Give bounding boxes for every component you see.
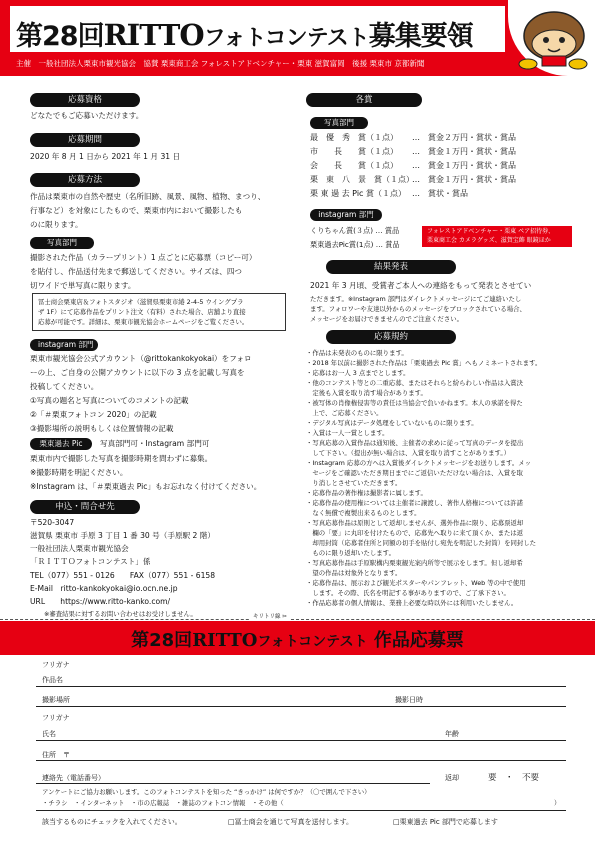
survey-divider xyxy=(36,810,566,811)
survey-options[interactable]: ・チラシ ・インターネット ・市の広報誌 ・雑誌のフォトコン情報 ・その他（ xyxy=(42,799,284,807)
title-suffix: 募集要領 xyxy=(368,21,473,52)
rule-line: 上で、ご応募ください。 xyxy=(306,409,383,417)
survey-question: アンケートにご協力お願いします。このフォトコンテストを知った “きっかけ” は何ですか？（〇で囲んで下さい） xyxy=(42,788,371,796)
contact-phone: TEL（077）551 - 0126 FAX（077）551 - 6158 xyxy=(30,571,216,580)
rule-line: ・写真応募作品は原則として返却しませんが、選外作品に限り、応募票返却 xyxy=(306,519,524,527)
note-line: 冨士商会栗東店＆フォトスタジオ（滋賀県栗東市綣 2-4-5 ウイングプラ xyxy=(38,298,244,306)
chestnut-mascot-icon xyxy=(512,4,592,74)
work-name-label: 作品名 xyxy=(42,676,63,684)
check-fujishokai[interactable]: □冨士商会を通じて写真を送付します。 xyxy=(228,818,354,826)
award-name: 栗 東 過 去 Pic 賞（１点） xyxy=(310,189,406,198)
instagram-line: ③撮影場所の説明もしくは位置情報の記載 xyxy=(30,424,174,433)
rules-label: 応募規約 xyxy=(326,330,456,344)
note-line: 応募が可能です。詳細は、栗東市観光協会ホームページをご覧ください。 xyxy=(38,318,249,326)
results-line: メッセージをお届けできませんのでご注意ください。 xyxy=(310,315,463,323)
furigana2-label: フリガナ xyxy=(42,714,70,722)
past-pic-note: 写真部門可・Instagram 部門可 xyxy=(100,439,210,448)
rule-line: ものに限り返却いたします。 xyxy=(306,549,395,557)
rule-line: ・他のコンテスト等との二重応募、またはそれらと紛らわしい作品は入賞決 xyxy=(306,379,524,387)
contact-line: 一般社団法人栗東市観光協会 xyxy=(30,544,129,553)
title-prefix: 第28回 xyxy=(16,21,104,52)
period-label: 応募期間 xyxy=(30,133,140,147)
rule-line: します。その際、氏名を明記する事がありますので、ご了承下さい。 xyxy=(306,589,510,597)
survey-close: ） xyxy=(554,799,561,807)
return-options[interactable]: 要 ・ 不要 xyxy=(488,773,540,783)
check-past-pic[interactable]: □栗東過去 Pic 部門で応募します xyxy=(393,818,498,826)
past-pic-label: 栗東過去 Pic xyxy=(30,438,92,450)
insta-award: 栗東過去Pic賞(1点) … 賞品 xyxy=(310,240,400,249)
rule-line: ・入賞は一人一賞とします。 xyxy=(306,429,389,437)
results-line: 2021 年 3 月頃、受賞者ご本人への連絡をもって発表とさせてい xyxy=(310,281,532,290)
contact-email[interactable]: E-Mail ritto-kankokyokai@io.ocn.ne.jp xyxy=(30,584,178,593)
photo-line: 切ワイドで単写真に限ります。 xyxy=(30,281,136,290)
rule-line: ・応募作品の使用権については主催者に譲渡し、著作人格権については許諾 xyxy=(306,499,524,507)
form-title-brand: RITTO xyxy=(192,630,258,651)
title-brand: RITTO xyxy=(103,18,204,52)
name-field[interactable] xyxy=(36,740,566,741)
award-name: 栗 東 八 景 賞（１点） xyxy=(310,175,414,184)
instagram-division-label: instagram 部門 xyxy=(30,339,98,351)
results-line: ただきます。※Instagram 部門はダイレクトメッセージにてご連絡いたし xyxy=(310,295,522,303)
period-text: 2020 年 8 月 1 日から 2021 年 1 月 31 日 xyxy=(30,152,181,161)
rules-list xyxy=(306,348,586,608)
rule-line: ・作品は未発表のものに限ります。 xyxy=(306,349,408,357)
instagram-line: 投稿してください。 xyxy=(30,382,99,391)
scissors-icon: ✂ xyxy=(282,614,287,620)
rule-line: して下さい。（提出が無い場合は、入賞を取り消すことがあります。） xyxy=(306,449,510,457)
results-label: 結果発表 xyxy=(326,260,456,274)
contact-line: 滋賀県 栗東市 手原 3 丁目 1 番 30 号（手原駅 2 階） xyxy=(30,531,215,540)
organizers-line: 主催 一般社団法人栗東市観光協会 協賛 栗東商工会 フォレストアドベンチャー・栗東 滋賀富岡 後援 栗東市 京都新聞 xyxy=(16,59,425,68)
furigana-label: フリガナ xyxy=(42,661,70,669)
awards-label: 各賞 xyxy=(306,93,422,107)
instagram-line: ①写真の題名と写真についてのコメントの記載 xyxy=(30,396,189,405)
check-prompt: 該当するものにチェックを入れてください。 xyxy=(42,818,182,826)
print-order-note xyxy=(32,293,286,331)
rule-line: ・デジタル写真はデータ処理をしていないものに限ります。 xyxy=(306,419,478,427)
cut-line-label xyxy=(250,612,290,620)
eligibility-label: 応募資格 xyxy=(30,93,140,107)
rule-line: ・2018 年以前に撮影された作品は「栗東過去 Pic 賞」へもノミネートされます。 xyxy=(306,359,542,367)
contact-label: 申込・問合せ先 xyxy=(30,500,140,514)
contact-line: 「ＲＩＴＴＯフォトコンテスト」係 xyxy=(30,557,151,566)
sponsor-line: 栗東商工会 カメラグッズ、滋賀宝飾 眼鏡ほか xyxy=(427,236,551,244)
rule-line: セージをご確認いただき期日までにご返信いただけない場合は、入賞を取 xyxy=(306,469,523,477)
photo-line: を貼付し、作品送付先まで郵送してください。サイズは、四つ xyxy=(30,267,243,276)
phone-field[interactable] xyxy=(36,783,430,784)
award-prize: … 賞金１万円・賞状・賞品 xyxy=(412,147,516,156)
rule-line: ・応募作品は、展示および観光ポスターやパンフレット、Web 等の中で使用 xyxy=(306,579,526,587)
award-prize: … 賞金１万円・賞状・賞品 xyxy=(412,161,516,170)
form-title-suffix: 作品応募票 xyxy=(373,630,464,651)
contact-url[interactable]: URL https://www.ritto-kanko.com/ xyxy=(30,597,171,606)
title-mid: フォトコンテスト xyxy=(203,26,369,51)
date-label: 撮影日時 xyxy=(395,696,423,704)
past-line: 栗東市内で撮影した写真を撮影時期を問わずに募集。 xyxy=(30,454,213,463)
rule-line: ・応募作品の著作権は撮影者に属します。 xyxy=(306,489,427,497)
instagram-line: ②「＃栗東フォトコン 2020」の記載 xyxy=(30,410,157,419)
rule-line: ・写真応募の入賞作品は通知後、主催者の求めに従って写真のデータを提出 xyxy=(306,439,524,447)
insta-award: くりちゃん賞(３点) … 賞品 xyxy=(310,226,400,235)
place-field[interactable] xyxy=(36,706,566,707)
return-label: 返却 xyxy=(445,774,459,782)
past-line: ※撮影時期を明記ください。 xyxy=(30,468,128,477)
photo-line: 撮影された作品（カラープリント）1 点ごとに応募票（コピー可） xyxy=(30,253,257,262)
results-line: ます。フォロワーや友達以外からのメッセージをブロックされている場合、 xyxy=(310,305,526,313)
photo-division-label: 写真部門 xyxy=(30,237,94,249)
phone-label: 連絡先（電話番号） xyxy=(42,774,105,782)
awards-photo-label: 写真部門 xyxy=(310,117,368,129)
award-prize: … 賞状・賞品 xyxy=(412,189,468,198)
eligibility-text: どなたでもご応募いただけます。 xyxy=(30,111,144,120)
form-title-prefix: 第28回 xyxy=(131,630,193,651)
sponsor-prize-box xyxy=(422,226,572,247)
page-title xyxy=(16,14,473,53)
method-line: のに限ります。 xyxy=(30,220,83,229)
form-title xyxy=(0,626,595,652)
cut-line xyxy=(0,619,595,620)
method-label: 応募方法 xyxy=(30,173,140,187)
form-title-mid: フォトコンテスト xyxy=(257,634,368,650)
award-name: 会 長 賞（１点） xyxy=(310,161,398,170)
instagram-line: 栗東市観光協会公式アカウント（@rittokankokyokai）をフォロ xyxy=(30,354,252,363)
sponsor-line: フォレストアドベンチャー・栗東 ペア招待券、 xyxy=(427,228,555,235)
address-label: 住所 〒 xyxy=(42,751,70,759)
instagram-line: ーの上、ご自身の公開アカウントに以下の 3 点を記載し写真を xyxy=(30,368,245,377)
cut-text: キリトリ線 xyxy=(253,614,281,620)
rule-line: ・Instagram 応募の方へは入賞後ダイレクトメッセージをお送りします。メッ xyxy=(306,459,532,467)
rule-line: なく無償で複製出来るものとします。 xyxy=(306,509,421,517)
award-name: 最 優 秀 賞（１点） xyxy=(310,133,398,142)
rule-line: 定後も入賞を取り消す場合があります。 xyxy=(306,389,427,397)
rule-line: 却用封筒（応募者住所と同額の切手を貼付し宛先を明記した封筒）を同封した xyxy=(306,539,537,547)
awards-insta-label: instagram 部門 xyxy=(310,209,382,221)
rule-line: ・写真応募作品は手原駅構内栗東観光案内所等で展示をします。但し返却希 xyxy=(306,559,523,567)
contact-line: 〒520-3047 xyxy=(30,518,75,527)
address-field[interactable] xyxy=(36,760,566,761)
rule-line: り消しとさせていただきます。 xyxy=(306,479,402,487)
rule-line: 望の作品は対象外となります。 xyxy=(306,569,402,577)
work-name-field[interactable] xyxy=(36,686,566,687)
rule-line: ・被写体の肖像権侵害等の責任は当協会で負いかねます。本人の承諾を得た xyxy=(306,399,523,407)
award-prize: … 賞金１万円・賞状・賞品 xyxy=(412,175,516,184)
note-line: ザ 1F）にて応募作品をプリント注文（有料）された場合、店舗より直接 xyxy=(38,308,246,316)
age-label: 年齢 xyxy=(445,730,459,738)
award-name: 市 長 賞（１点） xyxy=(310,147,398,156)
rule-line: 欄の「要」に丸印を付けたもので、応募先へ取りに来て頂くか、または返 xyxy=(306,529,524,537)
award-prize: … 賞金２万円・賞状・賞品 xyxy=(412,133,516,142)
method-line: 作品は栗東市の自然や歴史（名所旧跡、風景、風物、植物、まつり、 xyxy=(30,192,266,201)
name-label: 氏名 xyxy=(42,730,56,738)
place-label: 撮影場所 xyxy=(42,696,70,704)
rule-line: ・作品応募者の個人情報は、業務上必要な時以外には利用いたしません。 xyxy=(306,599,518,607)
contact-footnote: ※審査結果に対するお問い合わせはお受けしません。 xyxy=(44,610,197,618)
rule-line: ・応募はお一人 3 点までとします。 xyxy=(306,369,410,377)
past-line: ※Instagram は、「＃栗東過去 Pic」もお忘れなく付けてください。 xyxy=(30,482,262,491)
method-line: 行事など）を対象にしたもので、栗東市内において撮影したも xyxy=(30,206,243,215)
